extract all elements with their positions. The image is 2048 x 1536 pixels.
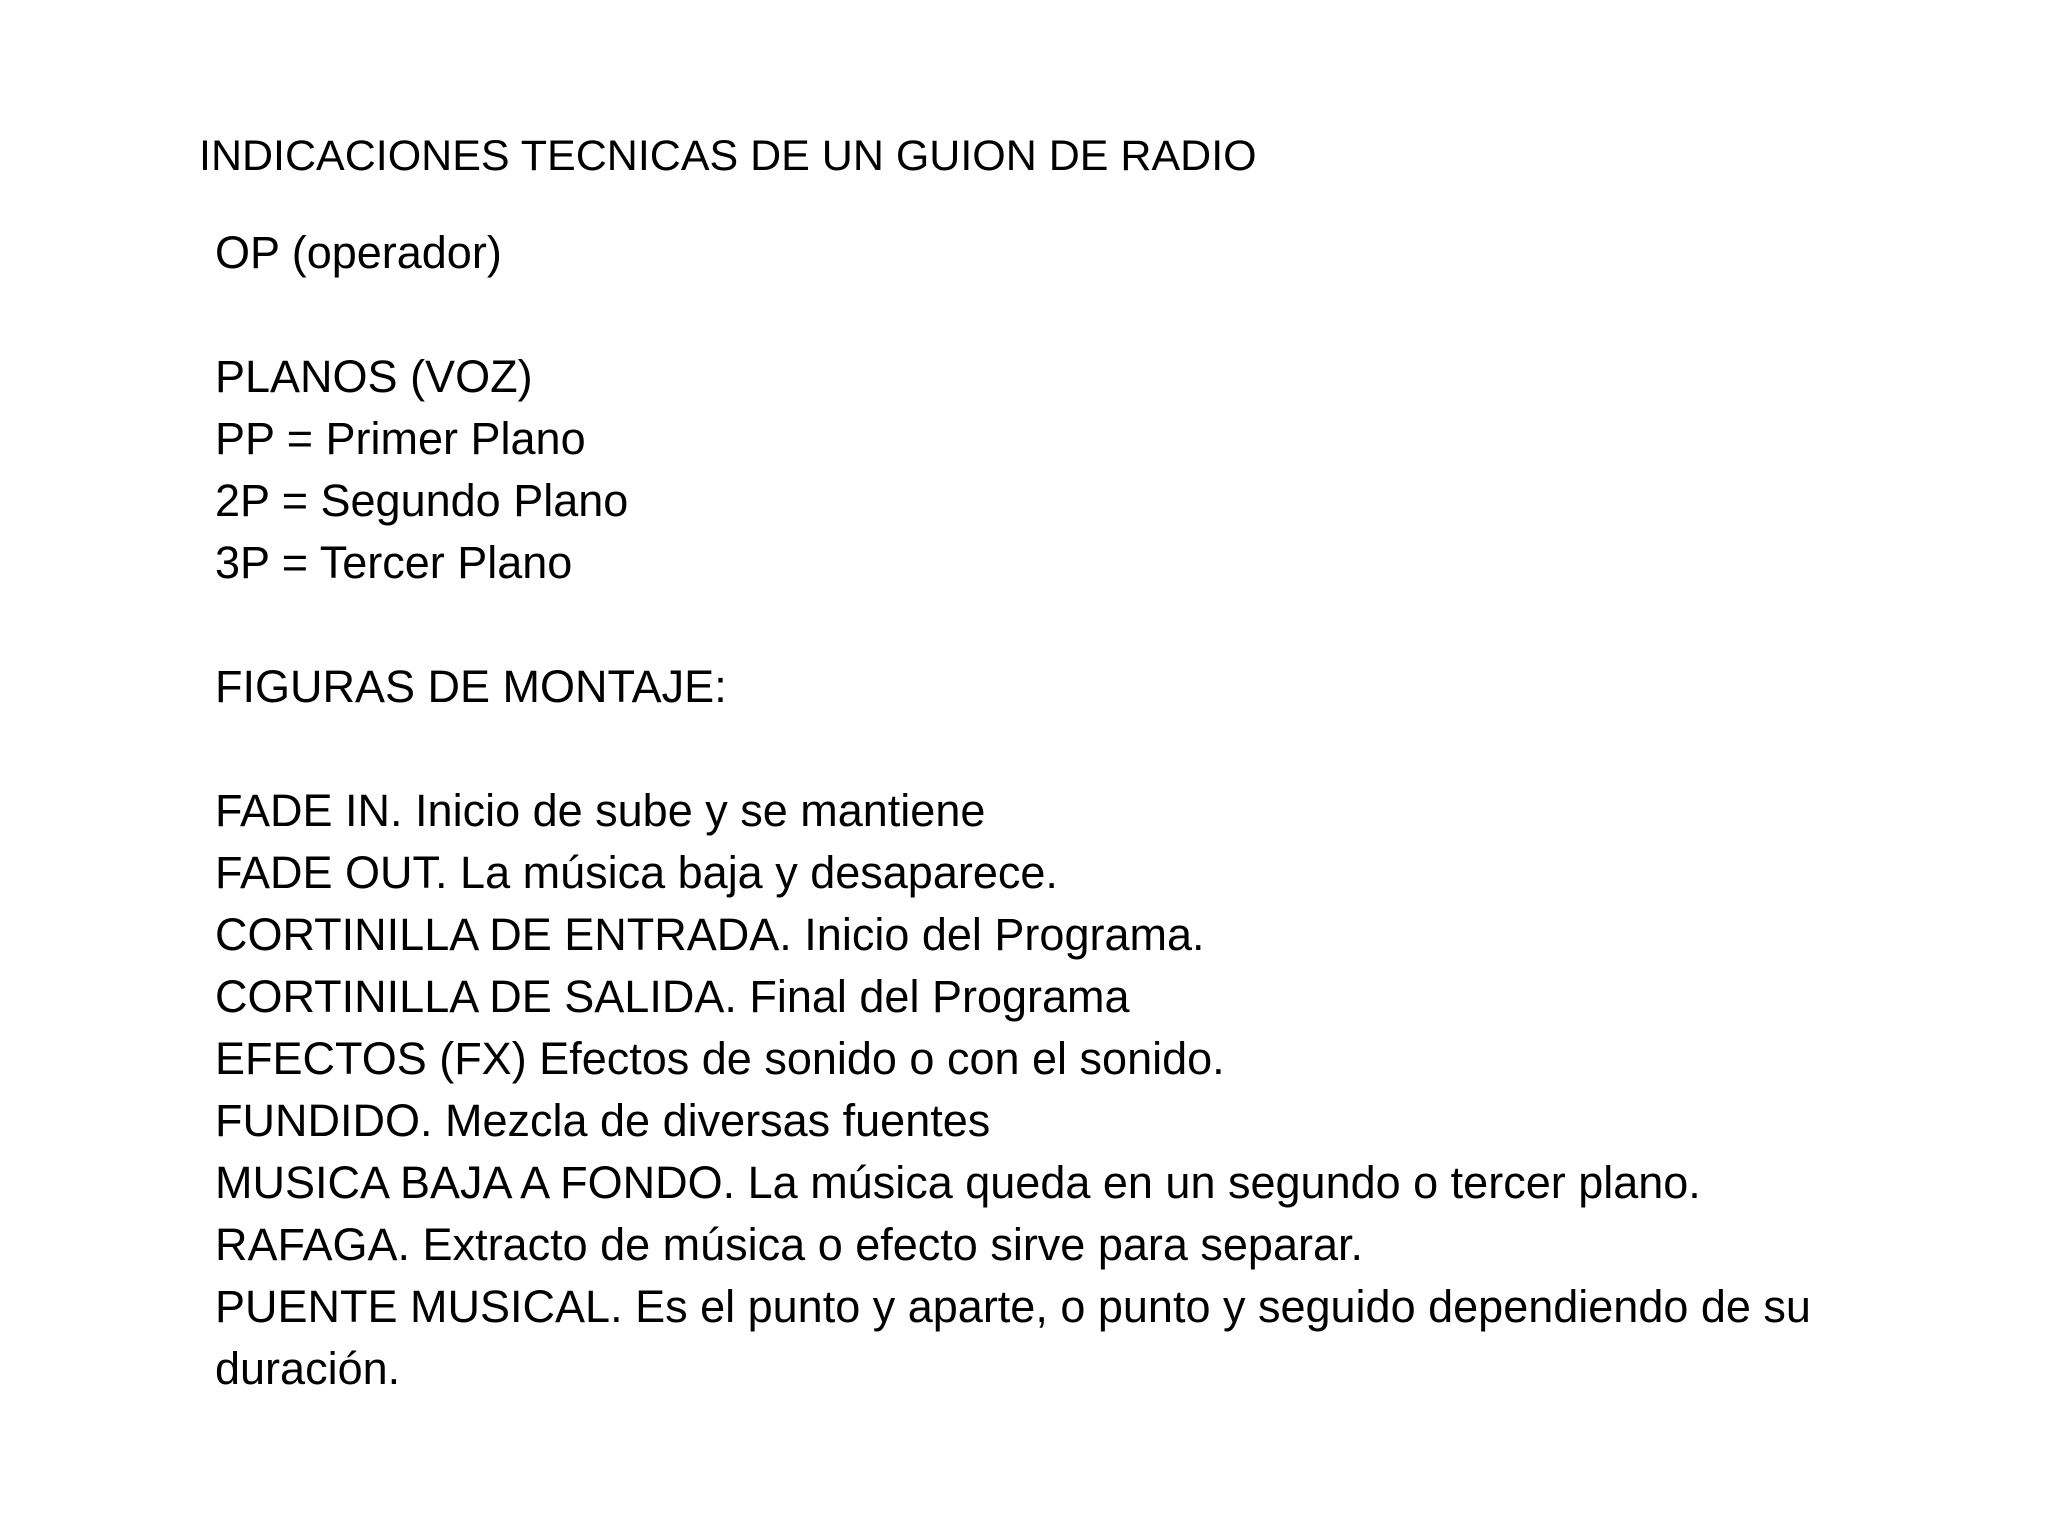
planos-item-3p: 3P = Tercer Plano [215,537,573,588]
figuras-item-fade-in: FADE IN. Inicio de sube y se mantiene [215,785,986,836]
spacer [215,718,1935,780]
planos-heading: PLANOS (VOZ) [215,351,533,402]
figuras-item-efectos: EFECTOS (FX) Efectos de sonido o con el sonido. [215,1033,1225,1084]
slide-body [215,222,1935,1400]
planos-item-pp: PP = Primer Plano [215,413,586,464]
spacer [215,284,1935,346]
figuras-heading: FIGURAS DE MONTAJE: [215,661,727,712]
figuras-item-puente-musical: PUENTE MUSICAL. Es el punto y aparte, o punto y seguido dependiendo de su duración. [215,1281,1811,1394]
slide-title: INDICACIONES TECNICAS DE UN GUION DE RADIO [199,132,1257,180]
planos-item-2p: 2P = Segundo Plano [215,475,629,526]
figuras-item-cortinilla-entrada: CORTINILLA DE ENTRADA. Inicio del Programa. [215,909,1205,960]
figuras-item-fade-out: FADE OUT. La música baja y desaparece. [215,847,1058,898]
figuras-item-cortinilla-salida: CORTINILLA DE SALIDA. Final del Programa [215,971,1130,1022]
spacer [215,594,1935,656]
figuras-item-musica-baja: MUSICA BAJA A FONDO. La música queda en un segundo o tercer plano. [215,1157,1701,1208]
figuras-item-fundido: FUNDIDO. Mezcla de diversas fuentes [215,1095,991,1146]
figuras-item-rafaga: RAFAGA. Extracto de música o efecto sirve para separar. [215,1219,1364,1270]
operator-line: OP (operador) [215,227,502,278]
